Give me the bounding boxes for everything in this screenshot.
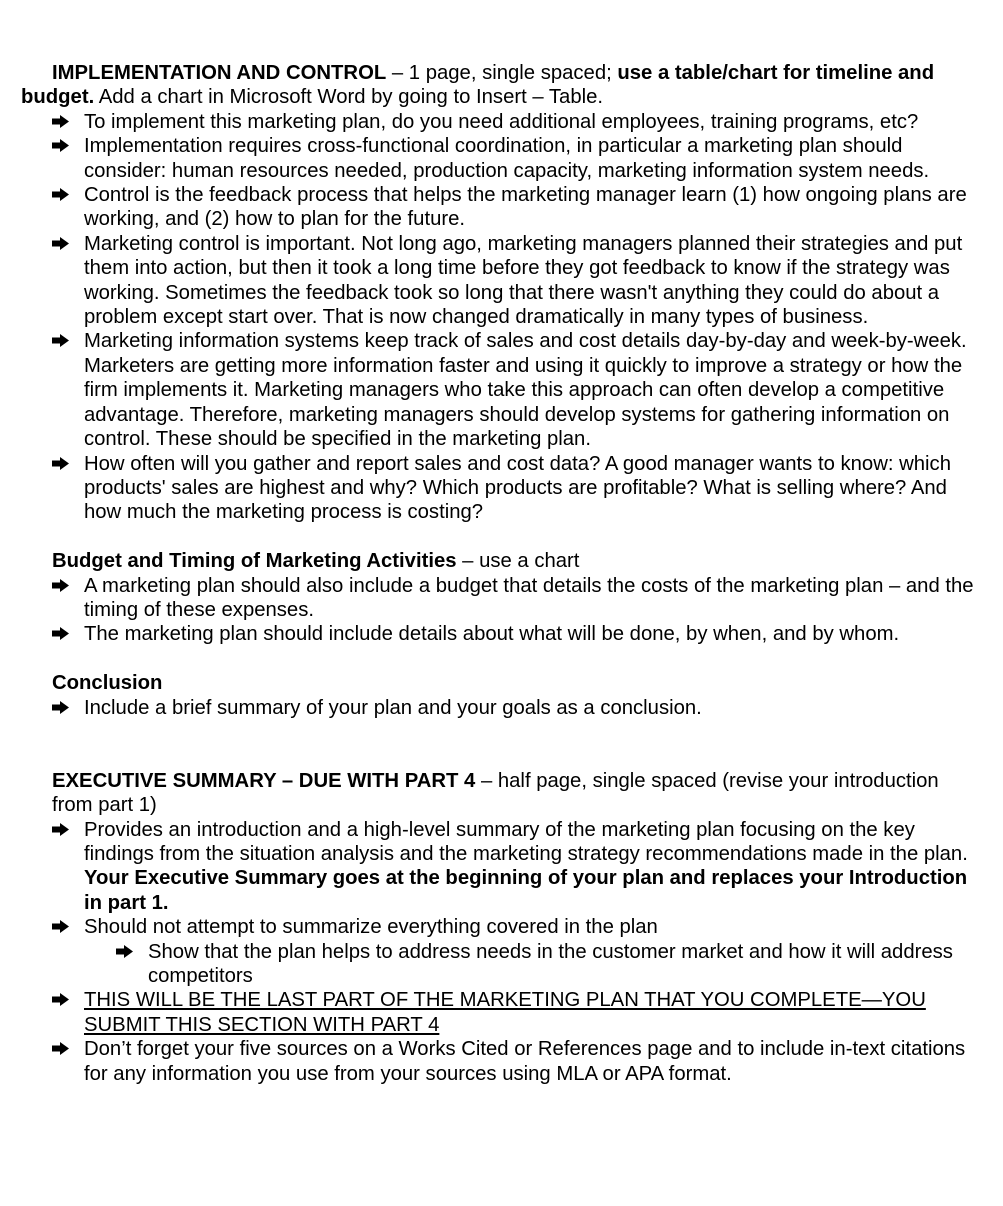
implementation-heading: IMPLEMENTATION AND CONTROL <box>52 62 387 84</box>
implementation-instruction: Add a chart in Microsoft Word by going to Insert – Table. <box>94 86 604 109</box>
list-item: Should not attempt to summarize everything covered in the plan <box>0 915 1003 939</box>
arrow-right-bullet-icon <box>52 988 72 1012</box>
list-item: The marketing plan should include details about what will be done, by when, and by whom. <box>0 622 1003 646</box>
list-item: Control is the feedback process that helps the marketing manager learn (1) how ongoing plans are working, and (2) how to plan for the future. <box>0 183 1003 232</box>
implementation-intro <box>0 61 1003 110</box>
arrow-right-bullet-icon <box>52 110 72 134</box>
budget-bullet-list <box>0 574 1003 647</box>
arrow-right-bullet-icon <box>52 452 72 476</box>
arrow-right-bullet-icon <box>52 134 72 158</box>
implementation-bullet-list <box>0 110 1003 525</box>
implementation-heading-rest: – 1 page, single spaced; <box>386 62 618 84</box>
executive-bullet-list-continued <box>0 988 1003 1086</box>
executive-heading-rest: – half page, single spaced (revise your introduction from part 1) <box>52 769 939 817</box>
executive-bullet-list <box>0 818 1003 940</box>
list-item: Marketing control is important. Not long ago, marketing managers planned their strategies and put them into action, but then it took a long time before they got feedback to know if the strategy was working. Sometimes the feedback took so long that there wasn't anything they could do about a problem except start over. That is now changed dramatically in many types of business. <box>0 232 1003 330</box>
list-item <box>0 988 1003 1037</box>
arrow-right-bullet-icon <box>52 622 72 646</box>
conclusion-heading: Conclusion <box>52 672 163 695</box>
executive-heading: EXECUTIVE SUMMARY – DUE WITH PART 4 <box>52 769 476 792</box>
budget-heading-rest: – use a chart <box>456 550 580 573</box>
executive-sub-bullet-list <box>0 940 1003 989</box>
last-part-notice: THIS WILL BE THE LAST PART OF THE MARKETING PLAN THAT YOU COMPLETE—YOU SUBMIT THIS SECTION WITH PART 4 <box>84 989 926 1036</box>
arrow-right-bullet-icon <box>116 940 136 964</box>
list-item: A marketing plan should also include a budget that details the costs of the marketing plan – and the timing of these expenses. <box>0 574 1003 623</box>
list-item: To implement this marketing plan, do you need additional employees, training programs, etc? <box>0 110 1003 134</box>
arrow-right-bullet-icon <box>52 232 72 256</box>
list-item: Implementation requires cross-functional coordination, in particular a marketing plan should consider: human resources needed, production capacity, marketing information system needs. <box>0 134 1003 183</box>
arrow-right-bullet-icon <box>52 183 72 207</box>
conclusion-bullet-list <box>0 696 1003 720</box>
list-item: Include a brief summary of your plan and your goals as a conclusion. <box>0 696 1003 720</box>
executive-heading-line <box>0 769 1003 818</box>
arrow-right-bullet-icon <box>52 329 72 353</box>
list-item: Provides an introduction and a high-level summary of the marketing plan focusing on the key findings from the situation analysis and the marketing strategy recommendations made in the plan. Your Executive Summary goes at the beginning of your plan and replaces your Introduction in part 1. <box>0 818 1003 916</box>
list-item: Show that the plan helps to address needs in the customer market and how it will address competitors <box>0 940 1003 989</box>
list-item: Marketing information systems keep track of sales and cost details day-by-day and week-by-week. Marketers are getting more information faster and using it quickly to improve a strategy or how the firm implements it. Marketing managers who take this approach can often develop a competitive advantage. Therefore, marketing managers should develop systems for gathering information on control. These should be specified in the marketing plan. <box>0 329 1003 451</box>
budget-heading-line <box>0 549 1003 573</box>
list-item: How often will you gather and report sales and cost data? A good manager wants to know: which products' sales are highest and why? Which products are profitable? What is selling where? And how much the marketing process is costing? <box>0 452 1003 525</box>
arrow-right-bullet-icon <box>52 818 72 842</box>
budget-heading: Budget and Timing of Marketing Activities <box>52 550 457 573</box>
document-page <box>0 61 1003 1086</box>
arrow-right-bullet-icon <box>52 574 72 598</box>
executive-bold-note: Your Executive Summary goes at the beginning of your plan and replaces your Introduction in part 1. <box>84 867 968 914</box>
conclusion-heading-line <box>0 671 1003 695</box>
implementation-emphasis: use a table/chart for timeline and budget. <box>21 62 935 109</box>
list-item: Don’t forget your five sources on a Works Cited or References page and to include in-text citations for any information you use from your sources using MLA or APA format. <box>0 1037 1003 1086</box>
arrow-right-bullet-icon <box>52 696 72 720</box>
arrow-right-bullet-icon <box>52 915 72 939</box>
arrow-right-bullet-icon <box>52 1037 72 1061</box>
